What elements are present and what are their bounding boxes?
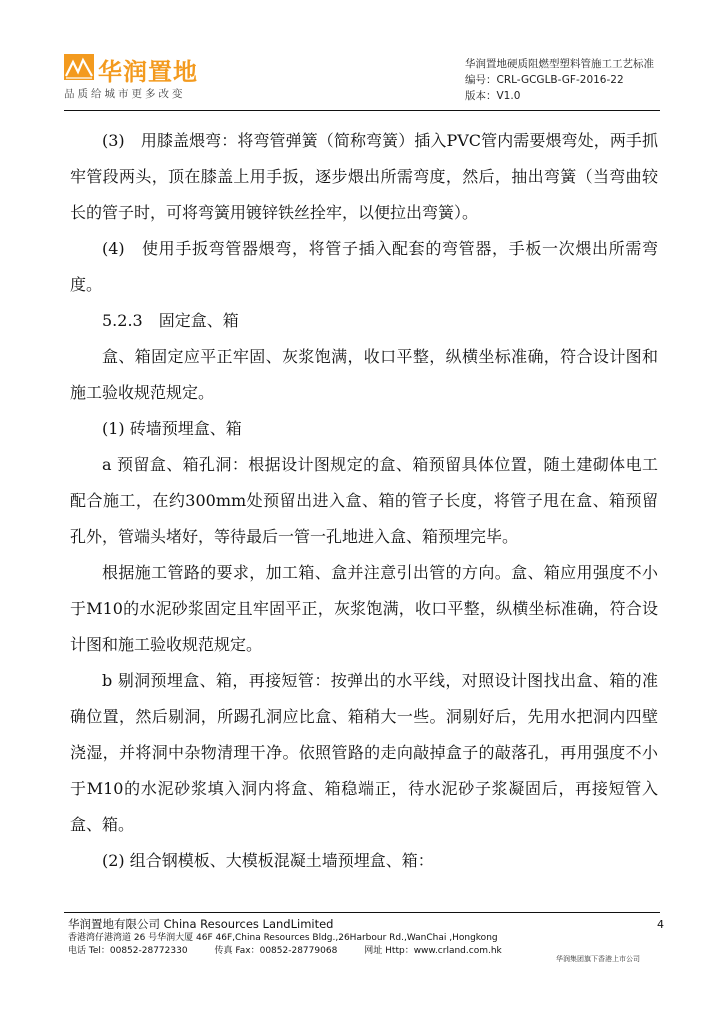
footer-address: 香港湾仔港湾道 26 号华润大厦 46F 46F,China Resources Bldg.,26Harbour Rd.,WanChai ,Hongkong <box>68 933 498 943</box>
footer-divider <box>64 912 660 913</box>
page-number: 4 <box>657 918 664 931</box>
header-divider <box>64 110 660 111</box>
logo-waves-icon <box>64 54 94 80</box>
section-heading-fix-boxes: 5.2.3 固定盒、箱 <box>102 311 239 330</box>
footer-info <box>68 916 502 958</box>
logo-slogan: 品质给城市更多改变 <box>64 88 186 100</box>
document-body <box>70 123 658 879</box>
paragraph-box-requirements: 盒、箱固定应平正牢固、灰浆饱满，收口平整，纵横坐标准确，符合设计图和施工验收规范规定。 <box>70 347 658 402</box>
footer-note: 华润集团旗下香港上市公司 <box>556 955 640 963</box>
paragraph-processing-boxes: 根据施工管路的要求，加工箱、盒并注意引出管的方向。盒、箱应用强度不小于M10的水泥砂浆固定且牢固平正，灰浆饱满，收口平整，纵横坐标准确，符合设计图和施工验收规范规定。 <box>70 563 658 654</box>
document-code: 编号：CRL-GCGLB-GF-2016-22 <box>465 74 624 86</box>
subheading-formwork-boxes: (2) 组合钢模板、大模板混凝土墙预埋盒、箱： <box>102 851 434 870</box>
paragraph-hand-bender: (4) 使用手扳弯管器煨弯，将管子插入配套的弯管器，手板一次煨出所需弯度。 <box>70 239 658 294</box>
logo-name: 华润置地 <box>98 58 198 86</box>
document-meta <box>465 56 654 104</box>
paragraph-knee-bending: (3) 用膝盖煨弯：将弯管弹簧（简称弯簧）插入PVC管内需要煨弯处，两手抓牢管段两头，顶在膝盖上用手扳，逐步煨出所需弯度，然后，抽出弯簧（当弯曲较长的管子时，可将弯簧用镀锌铁丝拴牢，以便拉出弯簧）。 <box>70 131 658 222</box>
company-logo <box>64 52 204 102</box>
subheading-brick-wall-boxes: (1) 砖墙预埋盒、箱 <box>102 419 242 438</box>
footer-company: 华润置地有限公司 China Resources LandLimited <box>68 917 334 931</box>
document-title: 华润置地硬质阻燃型塑料管施工工艺标准 <box>465 58 654 70</box>
paragraph-reserve-holes: a 预留盒、箱孔洞：根据设计图规定的盒、箱预留具体位置，随土建砌体电工配合施工，在约300mm处预留出进入盒、箱的管子长度，将管子甩在盒、箱预留孔外，管端头堵好，等待最后一管一孔地进入盒、箱预埋完毕。 <box>70 455 658 546</box>
document-version: 版本：V1.0 <box>465 90 521 102</box>
paragraph-chisel-holes: b 剔洞预埋盒、箱，再接短管：按弹出的水平线，对照设计图找出盒、箱的准确位置，然后剔洞，所踢孔洞应比盒、箱稍大一些。洞剔好后，先用水把洞内四壁浇湿，并将洞中杂物清理干净。依照管路的走向敲掉盒子的敲落孔，再用强度不小于M10的水泥砂浆填入洞内将盒、箱稳端正，待水泥砂子浆凝固后，再接短管入盒、箱。 <box>70 671 658 834</box>
footer-contact: 电话 Tel：00852-28772330 传真 Fax：00852-28779068 网址 Http：www.crland.com.hk <box>68 946 502 956</box>
